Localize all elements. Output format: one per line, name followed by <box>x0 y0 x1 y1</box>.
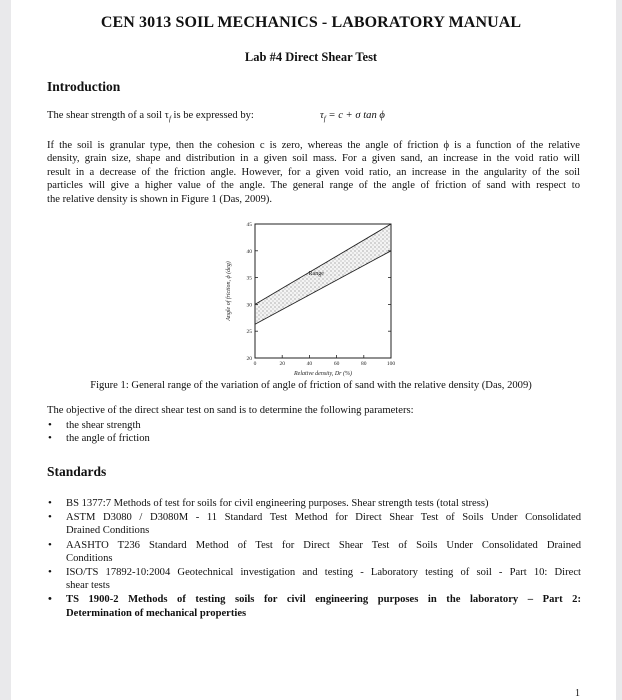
shear-strength-statement <box>47 110 254 123</box>
svg-text:60: 60 <box>333 361 340 367</box>
svg-text:20: 20 <box>279 361 285 367</box>
svg-text:0: 0 <box>253 361 257 367</box>
svg-text:20: 20 <box>246 356 252 362</box>
standard-item-line: • ASTM D3080 / D3080M - 11 Standard Test Method for Direct Shear Test of Soils Under Consolidated <box>66 512 581 524</box>
figure-caption: Figure 1: General range of the variation of angle of friction of sand with the relative density (Das, 2009) <box>90 380 532 391</box>
standard-item-line: • AASHTO T236 Standard Method of Test for Direct Shear Test of Soils Under Consolidated Drained <box>66 539 581 551</box>
y-axis-label: Angle of friction, ϕ (deg) <box>226 261 232 321</box>
formula-lead: The shear strength of a soil τ <box>47 110 169 121</box>
standards-heading: Standards <box>47 464 107 479</box>
page-number: 1 <box>575 688 580 699</box>
objective-item: • the angle of friction <box>47 432 580 445</box>
paragraph-line: particles will give a higher value of the angle. The general range of the angle of friction of sand with respect to <box>47 180 580 192</box>
svg-text:45: 45 <box>246 222 252 228</box>
standard-item <box>47 566 581 592</box>
svg-text:25: 25 <box>246 329 252 336</box>
friction-angle-chart <box>222 214 422 379</box>
formula-rhs: = c + σ tan ϕ <box>325 110 385 121</box>
svg-text:30: 30 <box>246 302 252 309</box>
svg-text:80: 80 <box>361 361 367 367</box>
standard-item <box>47 539 581 565</box>
shear-strength-formula <box>320 110 385 123</box>
svg-text:40: 40 <box>306 361 313 367</box>
objectives-list <box>47 419 580 445</box>
paragraph-line: density, grain size, shape and distribution in a given soil mass. For a given sand, an increase in the void ratio will <box>47 153 580 165</box>
objective-text: The objective of the direct shear test on sand is to determine the following parameters: <box>47 405 414 416</box>
standard-item-line: shear tests <box>66 580 110 592</box>
lab-title: Lab #4 Direct Shear Test <box>244 50 378 64</box>
formula-lead-tail: is be expressed by: <box>170 110 254 121</box>
standards-list <box>47 497 581 621</box>
formula-lead-subscript: f <box>168 115 171 124</box>
formula-tau: τ <box>320 110 324 121</box>
svg-text:100: 100 <box>386 361 396 367</box>
introduction-heading: Introduction <box>47 79 121 94</box>
svg-text:35: 35 <box>246 275 252 282</box>
standard-item-line: Conditions <box>66 552 113 564</box>
formula-subscript: f <box>323 115 326 124</box>
objective-item: • the shear strength <box>47 419 580 432</box>
standard-item <box>47 593 581 619</box>
svg-text:40: 40 <box>246 248 252 255</box>
standard-item <box>47 497 581 510</box>
paragraph-line: If the soil is granular type, then the cohesion c is zero, whereas the angle of friction ϕ is a function of the relative <box>47 140 580 151</box>
x-axis-label: Relative density, Dr (%) <box>294 371 352 377</box>
paragraph-line: the relative density is shown in Figure 1 (Das, 2009). <box>47 193 273 205</box>
standard-item-line: • BS 1377:7 Methods of test for soils for civil engineering purposes. Shear strength tests (total stress) <box>66 498 489 509</box>
range-annotation: Range <box>308 270 324 277</box>
document-title: CEN 3013 SOIL MECHANICS - LABORATORY MANUAL <box>100 14 522 31</box>
introduction-paragraph <box>47 139 580 206</box>
paragraph-line: result in a decrease of the friction angle. However, for a given void ratio, an increase in the angularity of the soil <box>47 166 580 178</box>
standard-item-line: Determination of mechanical properties <box>66 607 247 619</box>
standard-item-line: • TS 1900-2 Methods of testing soils for civil engineering purposes in the laboratory – Part 2: <box>66 594 581 606</box>
standard-item-line: Drained Conditions <box>66 525 150 537</box>
x-axis-ticks <box>254 355 396 367</box>
standard-item <box>47 511 581 537</box>
standard-item-line: • ISO/TS 17892-10:2004 Geotechnical investigation and testing - Laboratory testing of soil - Part 10: Direct <box>66 567 581 579</box>
